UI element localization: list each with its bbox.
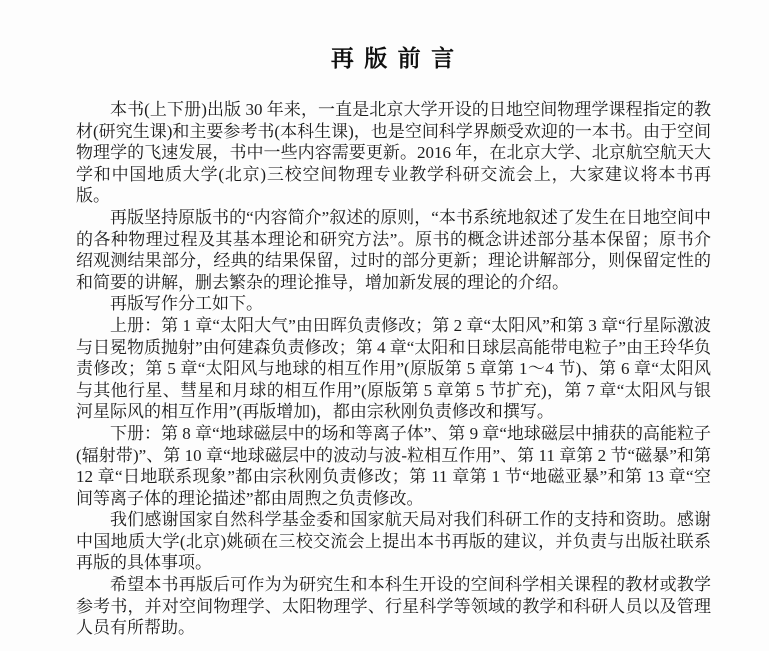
paragraph-principles: 再版坚持原版书的“内容简介”叙述的原则，“本书系统地叙述了发生在日地空间中的各种物理过程及其基本理论和研究方法”。原书的概念讲述部分基本保留；原书介绍观测结果部分，经典的结果保留，过时的部分更新；理论讲解部分，则保留定性的和简要的讲解，删去繁杂的理论推导，增加新发展的理论的介绍。 [76,207,711,292]
paragraph-hopes: 希望本书再版后可作为为研究生和本科生开设的空间科学相关课程的教材或教学参考书，并对空间物理学、太阳物理学、行星科学等领域的教学和科研人员以及管理人员有所帮助。 [76,575,711,638]
paragraph-acknowledgements: 我们感谢国家自然科学基金委和国家航天局对我们科研工作的支持和资助。感谢中国地质大学(北京)姚硕在三校交流会上提出本书再版的建议，并负责与出版社联系再版的具体事项。 [76,510,711,573]
paragraph-volume-two: 下册：第 8 章“地球磁层中的场和等离子体”、第 9 章“地球磁层中捕获的高能粒子(辐射带)”、第 10 章“地球磁层中的波动与波-粒相互作用”、第 11 章第 2 节“磁暴”和第 12 章“日地联系现象”都由宗秋刚负责修改；第 11 章第 1 节“地磁亚暴”和第 13 章“空间等离子体的理论描述”都由周煦之负责修改。 [76,423,712,508]
preface-body [76,99,711,639]
paragraph-division-heading: 再版写作分工如下。 [110,294,263,314]
paragraph-volume-one: 上册：第 1 章“太阳大气”由田晖负责修改；第 2 章“太阳风”和第 3 章“行星际激波与日冕物质抛射”由何建森负责修改；第 4 章“太阳和日球层高能带电粒子”由王玲华负责修改；第 5 章“太阳风与地球的相互作用”(原版第 5 章第 1～4 节)、第 6 章“太阳风与其他行星、彗星和月球的相互作用”(原版第 5 章第 5 节扩充)，第 7 章“太阳风与银河星际风的相互作用”(再版增加)，都由宗秋刚负责修改和撰写。 [76,315,711,422]
page-title: 再 版 前 言 [330,45,457,71]
paragraph-intro: 本书(上下册)出版 30 年来，一直是北京大学开设的日地空间物理学课程指定的教材(研究生课)和主要参考书(本科生课)，也是空间科学界颇受欢迎的一本书。由于空间物理学的飞速发展，书中一些内容需要更新。2016 年，在北京大学、北京航空航天大学和中国地质大学(北京)三校空间物理专业教学科研交流会上，大家建议将本书再版。 [76,100,711,206]
